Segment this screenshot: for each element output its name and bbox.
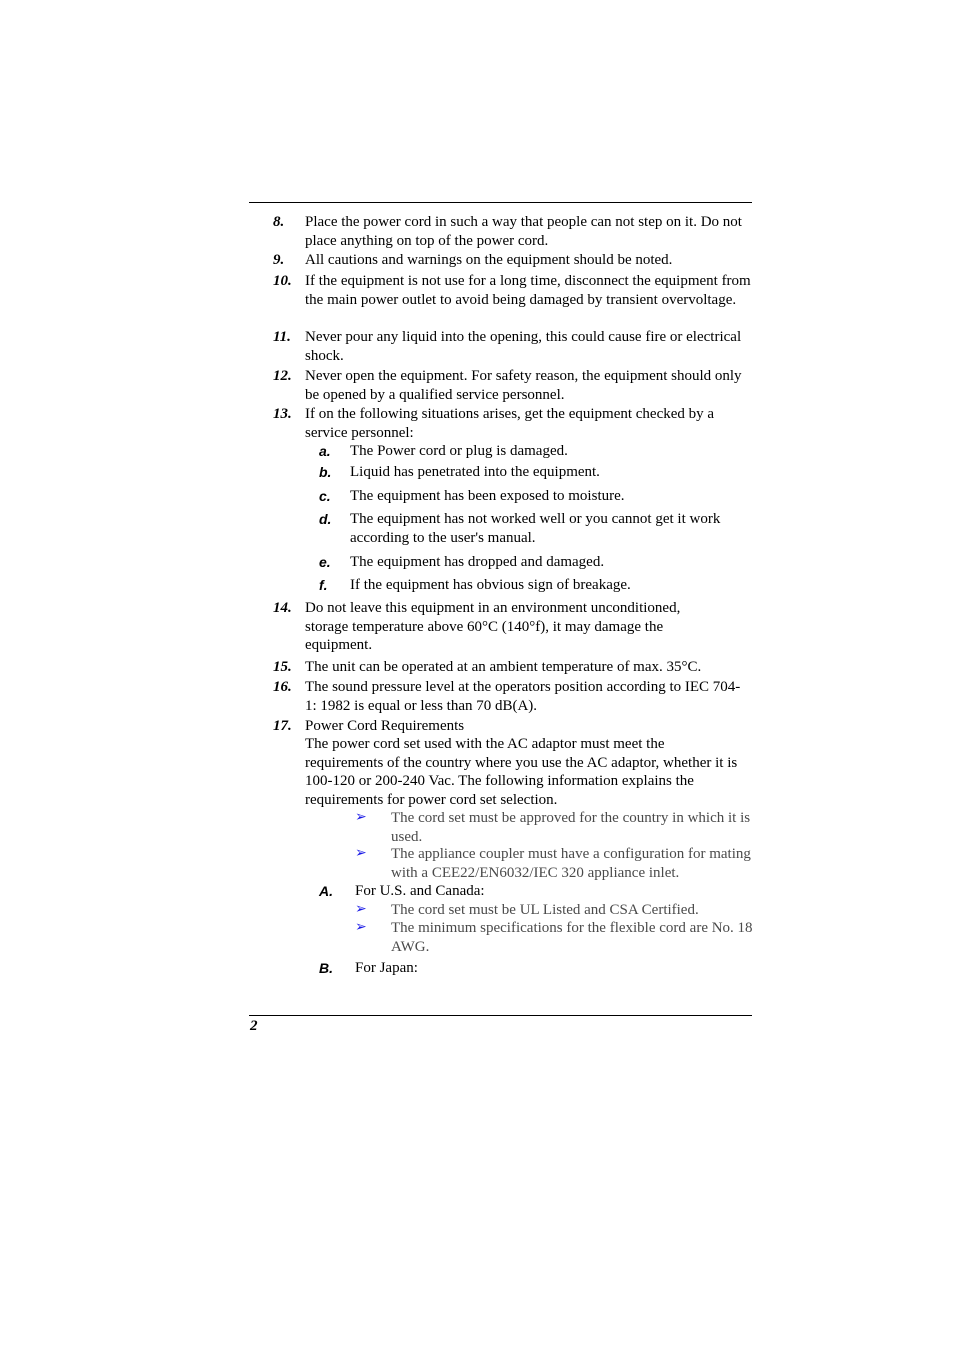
sub-item-text: The equipment has dropped and damaged. — [350, 554, 605, 570]
item-number: 12. — [273, 368, 292, 384]
item-number: 16. — [273, 679, 292, 695]
bullet-text: The cord set must be UL Listed and CSA Certified. — [391, 902, 699, 918]
item-text: Place the power cord in such a way that people can not step on it. Do not place anything on top of the power cord. — [305, 214, 742, 249]
sub-item-letter: a. — [319, 443, 331, 459]
item-number: 8. — [273, 214, 285, 230]
sub-item-text: The equipment has been exposed to moisture. — [350, 488, 625, 504]
sub-item-letter: c. — [319, 488, 331, 504]
section-title: For Japan: — [355, 960, 418, 976]
item-text: The unit can be operated at an ambient temperature of max. 35°C. — [305, 659, 702, 675]
item-text: All cautions and warnings on the equipment should be noted. — [305, 252, 673, 268]
item-number: 10. — [273, 273, 292, 289]
item-text: The sound pressure level at the operators position according to IEC 704-1: 1982 is equal or less than 70 dB(A). — [305, 679, 741, 714]
header-rule — [249, 202, 752, 203]
item-number: 14. — [273, 600, 292, 616]
item-number: 13. — [273, 406, 292, 422]
sub-item-text: The equipment has not worked well or you cannot get it work according to the user's manual. — [350, 511, 721, 546]
sub-item-text: If the equipment has obvious sign of breakage. — [350, 577, 631, 593]
item-number: 15. — [273, 659, 292, 675]
item-text: If on the following situations arises, get the equipment checked by a service personnel: — [305, 406, 715, 441]
arrow-bullet-icon: ➢ — [355, 902, 367, 917]
section-label: B. — [319, 960, 333, 976]
footer-rule — [249, 1015, 752, 1016]
item-text: Do not leave this equipment in an environment unconditioned, storage temperature above 60°C (140°f), it may damage the equipment. — [305, 600, 681, 653]
sub-item-letter: d. — [319, 511, 332, 527]
item-text: Power Cord Requirements — [305, 718, 465, 734]
arrow-bullet-icon: ➢ — [355, 810, 367, 825]
arrow-bullet-icon: ➢ — [355, 846, 367, 861]
item-text: If the equipment is not use for a long time, disconnect the equipment from the main power outlet to avoid being damaged by transient overvoltage. — [305, 273, 751, 308]
item-number: 17. — [273, 718, 292, 734]
section-title: For U.S. and Canada: — [355, 883, 485, 899]
item-number: 9. — [273, 252, 285, 268]
item-number: 11. — [273, 329, 291, 345]
sub-item-letter: b. — [319, 464, 332, 480]
bullet-text: The minimum specifications for the flexible cord are No. 18 AWG. — [391, 920, 753, 955]
bullet-text: The cord set must be approved for the country in which it is used. — [391, 810, 751, 845]
sub-item-text: The Power cord or plug is damaged. — [350, 443, 568, 459]
item-text: Never pour any liquid into the opening, this could cause fire or electrical shock. — [305, 329, 742, 364]
bullet-text: The appliance coupler must have a configuration for mating with a CEE22/EN6032/IEC 320 appliance inlet. — [391, 846, 751, 881]
sub-item-letter: f. — [319, 577, 328, 593]
item-text: Never open the equipment. For safety reason, the equipment should only be opened by a qualified service personnel. — [305, 368, 742, 403]
sub-item-letter: e. — [319, 554, 331, 570]
section-label: A. — [319, 883, 333, 899]
sub-item-text: Liquid has penetrated into the equipment. — [350, 464, 600, 480]
arrow-bullet-icon: ➢ — [355, 920, 367, 935]
page-number: 2 — [250, 1018, 258, 1034]
power-cord-intro: The power cord set used with the AC adaptor must meet the requirements of the country where you use the AC adaptor, whether it is 100-120 or 200-240 Vac. The following information explains the requirements for power cord set selection. — [305, 736, 738, 808]
